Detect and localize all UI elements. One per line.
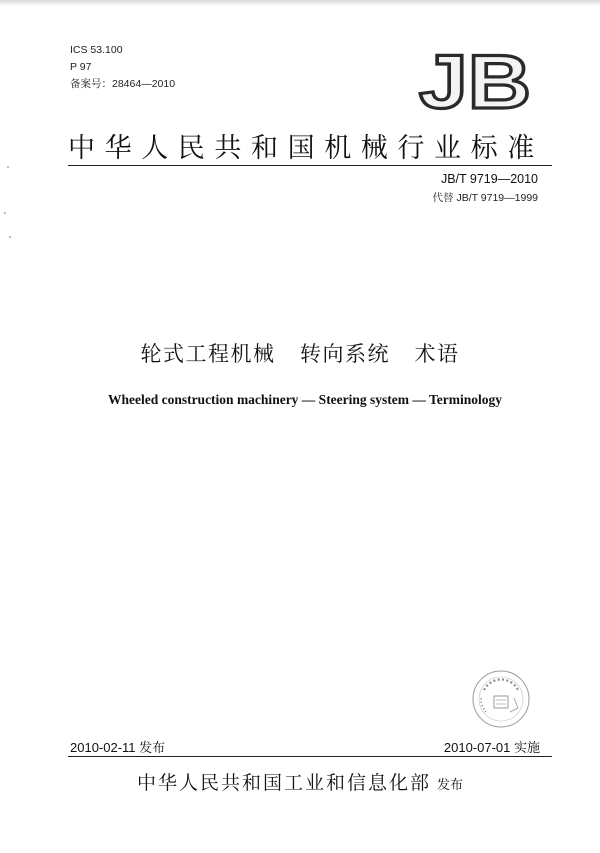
scan-top-edge [0,0,600,6]
filing-number: 备案号：28464—2010 [70,78,176,90]
ics-code: ICS 53.100 [70,44,123,56]
replaced-standard: 代替 JB/T 9719—1999 [432,192,538,204]
implementation-date: 2010-07-01 实施 [443,740,540,755]
publisher-line [0,768,600,795]
scan-speck [7,166,9,168]
standard-number: JB/T 9719—2010 [440,172,538,186]
issuing-category-title: 中华人民共和国机械行业标准 [68,133,544,164]
scan-speck [4,212,6,214]
document-title-english: Wheeled construction machinery — Steering system — Terminology [107,392,503,407]
scan-speck [9,236,11,238]
jb-logo-text: JB [419,46,531,116]
document-title-chinese: 轮式工程机械 转向系统 术语 [140,342,460,366]
publisher-name: 中华人民共和国工业和信息化部 [136,772,431,794]
class-code: P 97 [70,61,92,73]
bottom-divider [68,756,552,757]
jb-logo [418,46,534,116]
issue-date: 2010-02-11 发布 [70,740,166,755]
publisher-seal-stamp [470,668,532,730]
top-divider [68,165,552,166]
publisher-action: 发布 [437,778,464,793]
classification-block [70,42,175,93]
